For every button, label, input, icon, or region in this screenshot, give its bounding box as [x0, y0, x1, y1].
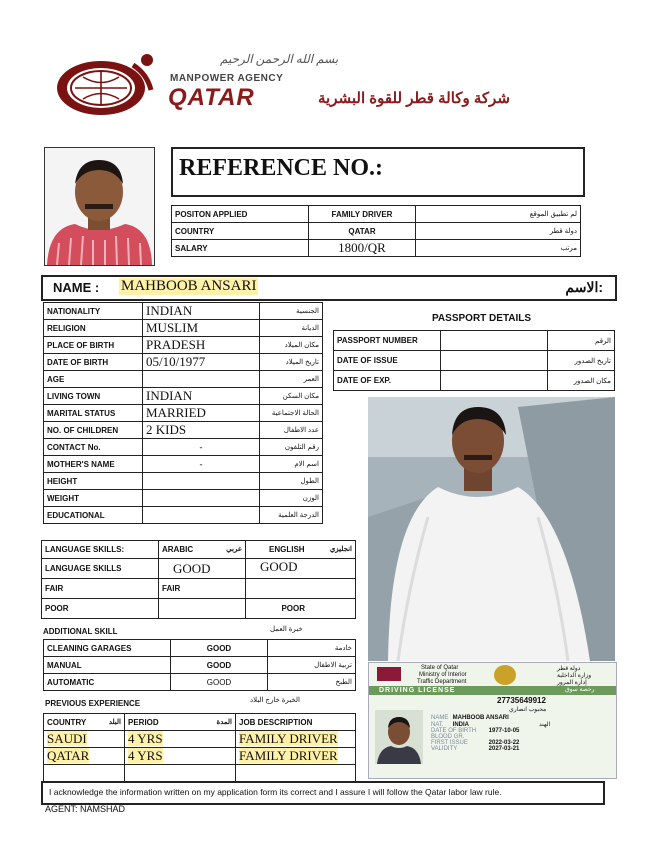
marital-status-value: MARRIED — [143, 405, 260, 422]
language-table — [41, 540, 356, 619]
name-row — [41, 275, 617, 301]
no-of-children-ar: عدد الاطفال — [260, 422, 323, 439]
country-ar: دولة قطر — [416, 223, 581, 240]
acknowledgement-text: I acknowledge the information written on my application form its correct and I assure I will follow the Qatar labor law rule. — [49, 787, 502, 797]
weight-label: WEIGHT — [44, 490, 143, 507]
age-value — [143, 371, 260, 388]
skill-value: GOOD — [171, 657, 268, 674]
col-period: PERIOD — [128, 717, 159, 727]
exp-empty-cell — [125, 765, 236, 783]
arabic-label-ar: عربي — [226, 546, 242, 553]
table-row — [44, 388, 323, 405]
license-validity: 2027-03-21 — [488, 746, 520, 752]
salary-value: 1800/QR — [309, 240, 416, 257]
agency-name-ar: شركة وكالة قطر للقوة البشرية — [318, 90, 510, 107]
nationality-label: NATIONALITY — [44, 303, 143, 320]
license-ministry: Ministry of Interior — [419, 672, 467, 678]
religion-value: MUSLIM — [143, 320, 260, 337]
table-row — [44, 371, 323, 388]
table-row — [42, 599, 356, 619]
height-value — [143, 473, 260, 490]
exp-country: QATAR — [47, 748, 90, 763]
fair-label: FAIR — [42, 579, 159, 599]
table-row — [44, 731, 356, 748]
exp-country-cell — [44, 731, 125, 748]
mother-s-name-value: - — [143, 456, 260, 473]
additional-title-ar: خبرة العمل — [270, 626, 303, 633]
passport-number-value — [441, 331, 548, 351]
country-header — [44, 714, 125, 731]
license-name-label: NAME — [431, 715, 449, 721]
table-row — [44, 748, 356, 765]
license-ministry-ar: وزارة الداخلية — [557, 673, 592, 679]
no-of-children-value: 2 KIDS — [143, 422, 260, 439]
acknowledgement-box — [41, 781, 605, 805]
english-level: GOOD — [246, 559, 356, 579]
license-band — [369, 686, 616, 695]
license-issue-label: FIRST ISSUE — [431, 740, 468, 746]
exp-period-cell — [125, 731, 236, 748]
table-row — [44, 674, 356, 691]
table-row — [172, 206, 581, 223]
license-state: State of Qatar — [421, 665, 459, 671]
contact-no-value: - — [143, 439, 260, 456]
issue-date-ar: تاريخ الصدور — [548, 351, 615, 371]
license-name-ar: محبوب انصاري — [509, 707, 547, 713]
skills-label: LANGUAGE SKILLS — [42, 559, 159, 579]
license-validity-label: VALIDITY — [431, 746, 458, 752]
english-header — [246, 541, 356, 559]
language-header: LANGUAGE SKILLS: — [42, 541, 159, 559]
skill-ar: تربية الاطفال — [268, 657, 356, 674]
table-row — [44, 473, 323, 490]
table-row — [44, 657, 356, 674]
reference-box — [171, 147, 585, 197]
license-dob: 1977-10-05 — [488, 728, 520, 734]
mother-s-name-label: MOTHER'S NAME — [44, 456, 143, 473]
table-row — [42, 559, 356, 579]
arabic-header — [159, 541, 246, 559]
poor-arabic — [159, 599, 246, 619]
exp-date-value — [441, 371, 548, 391]
date-of-birth-ar: تاريخ الميلاد — [260, 354, 323, 371]
date-of-birth-label: DATE OF BIRTH — [44, 354, 143, 371]
table-row — [44, 405, 323, 422]
exp-job-cell — [236, 748, 356, 765]
exp-empty-cell — [236, 765, 356, 783]
license-nat-ar: الهند — [539, 722, 551, 728]
license-title: DRIVING LICENSE — [379, 687, 456, 694]
educational-value — [143, 507, 260, 524]
place-of-birth-value: PRADESH — [143, 337, 260, 354]
name-value: MAHBOOB ANSARI — [121, 278, 257, 294]
contact-no-ar: رقم التلفون — [260, 439, 323, 456]
table-row — [44, 714, 356, 731]
skill-ar: خادمة — [268, 640, 356, 657]
license-flag-left — [377, 667, 401, 681]
skill-value: GOOD — [171, 674, 268, 691]
driving-license — [368, 662, 617, 779]
brand-name: QATAR — [168, 84, 255, 111]
living-town-value: INDIAN — [143, 388, 260, 405]
table-row — [44, 320, 323, 337]
skill-value: GOOD — [171, 640, 268, 657]
table-row — [44, 490, 323, 507]
living-town-label: LIVING TOWN — [44, 388, 143, 405]
name-label: NAME : — [53, 280, 100, 295]
passport-title: PASSPORT DETAILS — [432, 313, 532, 324]
table-row — [334, 371, 615, 391]
passport-number-ar: الرقم — [548, 331, 615, 351]
table-row — [44, 507, 323, 524]
applicant-photo — [44, 147, 155, 266]
exp-date-ar: مكان الصدور — [548, 371, 615, 391]
table-row — [44, 337, 323, 354]
personal-table — [43, 302, 323, 524]
living-town-ar: مكان السكن — [260, 388, 323, 405]
license-dept-ar: إدارة المرور — [557, 680, 587, 686]
skill-label: AUTOMATIC — [44, 674, 171, 691]
age-label: AGE — [44, 371, 143, 388]
additional-table — [43, 639, 356, 691]
position-label: POSITON APPLIED — [172, 206, 309, 223]
country-label: COUNTRY — [172, 223, 309, 240]
skill-label: CLEANING GARAGES — [44, 640, 171, 657]
age-ar: العمر — [260, 371, 323, 388]
license-issue: 2022-03-22 — [488, 740, 520, 746]
contact-no-label: CONTACT No. — [44, 439, 143, 456]
poor-label: POOR — [42, 599, 159, 619]
table-row — [44, 640, 356, 657]
license-nat: INDIA — [452, 722, 470, 728]
position-table — [171, 205, 581, 257]
skill-ar: الطبخ — [268, 674, 356, 691]
exp-period: 4 YRS — [128, 748, 163, 763]
position-ar: لم تطبيق الموقع — [416, 206, 581, 223]
exp-period: 4 YRS — [128, 731, 163, 746]
table-row — [42, 541, 356, 559]
col-job: JOB DESCRIPTION — [236, 714, 356, 731]
height-ar: الطول — [260, 473, 323, 490]
exp-job: FAMILY DRIVER — [239, 731, 338, 746]
educational-ar: الدرجة العلمية — [260, 507, 323, 524]
exp-country: SAUDI — [47, 731, 87, 746]
qatar-emblem-icon — [494, 665, 516, 685]
no-of-children-label: NO. OF CHILDREN — [44, 422, 143, 439]
table-row — [44, 303, 323, 320]
table-row — [44, 765, 356, 783]
col-country: COUNTRY — [47, 717, 87, 727]
license-name: MAHBOOB ANSARI — [452, 715, 509, 721]
table-row — [44, 354, 323, 371]
weight-ar: الوزن — [260, 490, 323, 507]
exp-country-cell — [44, 748, 125, 765]
english-label: ENGLISH — [269, 545, 305, 554]
table-row — [334, 331, 615, 351]
table-row — [44, 439, 323, 456]
exp-empty-cell — [44, 765, 125, 783]
additional-title: ADDITIONAL SKILL — [43, 627, 118, 636]
experience-title: PREVIOUS EXPERIENCE — [45, 699, 141, 708]
table-row — [44, 422, 323, 439]
english-label-ar: انجليزي — [329, 546, 352, 553]
religion-ar: الديانة — [260, 320, 323, 337]
license-dob-label: DATE OF BIRTH — [431, 728, 477, 734]
issue-date-value — [441, 351, 548, 371]
fair-arabic: FAIR — [159, 579, 246, 599]
agent-name: AGENT: NAMSHAD — [45, 804, 126, 814]
place-of-birth-ar: مكان الميلاد — [260, 337, 323, 354]
license-state-ar: دولة قطر — [557, 666, 581, 672]
table-row — [44, 456, 323, 473]
religion-label: RELIGION — [44, 320, 143, 337]
agency-logo — [55, 50, 157, 120]
col-period-ar: المدة — [216, 718, 232, 726]
nationality-value: INDIAN — [143, 303, 260, 320]
exp-job: FAMILY DRIVER — [239, 748, 338, 763]
license-blood-label: BLOOD GR. — [431, 734, 465, 740]
exp-date-label: DATE OF EXP. — [334, 371, 441, 391]
issue-date-label: DATE OF ISSUE — [334, 351, 441, 371]
exp-period-cell — [125, 748, 236, 765]
weight-value — [143, 490, 260, 507]
position-value: FAMILY DRIVER — [309, 206, 416, 223]
educational-label: EDUCATIONAL — [44, 507, 143, 524]
passport-number-label: PASSPORT NUMBER — [334, 331, 441, 351]
applicant-full-photo — [368, 397, 615, 661]
arabic-label: ARABIC — [162, 545, 194, 554]
license-title-ar: رخصة سوق — [565, 687, 595, 693]
salary-ar: مرتب — [416, 240, 581, 257]
bismillah: بسم الله الرحمن الرحيم — [220, 52, 339, 66]
agency-name-en: MANPOWER AGENCY — [170, 73, 284, 84]
table-row — [172, 223, 581, 240]
fair-english — [246, 579, 356, 599]
country-value: QATAR — [309, 223, 416, 240]
period-header — [125, 714, 236, 731]
col-country-ar: البلد — [108, 718, 121, 726]
nationality-ar: الجنسية — [260, 303, 323, 320]
poor-english: POOR — [246, 599, 356, 619]
skill-label: MANUAL — [44, 657, 171, 674]
marital-status-ar: الحالة الاجتماعية — [260, 405, 323, 422]
license-dept: Traffic Department — [417, 679, 467, 685]
experience-table — [43, 713, 356, 783]
exp-job-cell — [236, 731, 356, 748]
mother-s-name-ar: اسم الام — [260, 456, 323, 473]
license-nat-label: NAT. — [431, 722, 444, 728]
license-photo — [375, 710, 423, 764]
experience-title-ar: الخبرة خارج البلاد — [250, 697, 300, 704]
table-row — [172, 240, 581, 257]
place-of-birth-label: PLACE OF BIRTH — [44, 337, 143, 354]
license-number: 27735649912 — [497, 696, 546, 705]
passport-table — [333, 330, 615, 391]
date-of-birth-value: 05/10/1977 — [143, 354, 260, 371]
table-row — [42, 579, 356, 599]
name-ar: الاسم: — [565, 279, 603, 295]
arabic-level: GOOD — [159, 559, 246, 579]
marital-status-label: MARITAL STATUS — [44, 405, 143, 422]
table-row — [334, 351, 615, 371]
reference-label: REFERENCE NO.: — [179, 155, 384, 181]
height-label: HEIGHT — [44, 473, 143, 490]
salary-label: SALARY — [172, 240, 309, 257]
